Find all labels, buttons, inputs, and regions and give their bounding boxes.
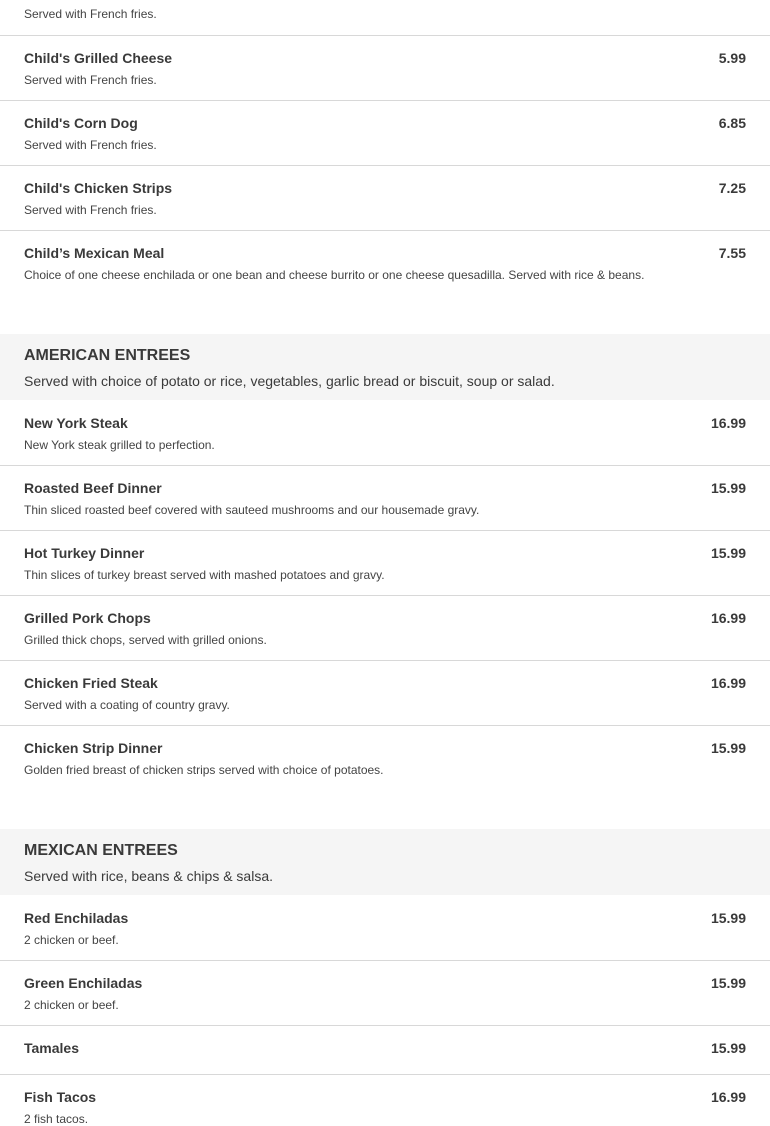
item-price: 15.99 [710,1040,746,1056]
menu-item[interactable] [0,1075,770,1125]
item-name: Child's Corn Dog [24,115,138,131]
section-description: Served with rice, beans & chips & salsa. [24,868,274,884]
item-price: 5.99 [718,50,746,66]
menu-item[interactable] [0,466,770,531]
item-description: New York steak grilled to perfection. [24,438,215,452]
item-price: 16.99 [710,415,746,431]
item-description: Served with French fries. [24,138,157,152]
item-description: Served with French fries. [24,7,157,21]
item-price: 15.99 [710,975,746,991]
menu-item[interactable] [0,661,770,726]
section-description: Served with choice of potato or rice, vegetables, garlic bread or biscuit, soup or salad. [24,373,555,389]
item-price: 15.99 [710,545,746,561]
item-price: 15.99 [710,480,746,496]
item-description: Thin slices of turkey breast served with mashed potatoes and gravy. [24,568,385,582]
menu-item[interactable] [0,726,770,791]
section-title: MEXICAN ENTREES [24,842,178,859]
item-description: 2 fish tacos. [24,1112,89,1126]
item-name: Red Enchiladas [24,910,129,926]
menu-item[interactable] [0,101,770,166]
menu-item[interactable] [0,596,770,661]
item-price: 16.99 [710,610,746,626]
section-title: AMERICAN ENTREES [24,347,191,364]
item-name: Child's Chicken Strips [24,180,173,196]
item-name: Grilled Pork Chops [24,610,151,626]
item-name: New York Steak [24,415,128,431]
item-price: 15.99 [710,740,746,756]
item-name: Child’s Mexican Meal [24,245,165,261]
section-header-american [0,334,770,400]
menu-item[interactable] [0,166,770,231]
item-description: Grilled thick chops, served with grilled onions. [24,633,267,647]
menu-item[interactable] [0,401,770,466]
menu-item[interactable] [0,231,770,296]
item-description: 2 chicken or beef. [24,933,119,947]
item-description: 2 chicken or beef. [24,998,119,1012]
menu-item[interactable] [0,896,770,961]
item-price: 15.99 [710,910,746,926]
menu-item[interactable] [0,36,770,101]
item-description: Thin sliced roasted beef covered with sauteed mushrooms and our housemade gravy. [24,503,480,517]
item-name: Roasted Beef Dinner [24,480,162,496]
item-name: Fish Tacos [24,1089,97,1105]
item-price: 16.99 [710,1089,746,1105]
menu-item-fragment [0,0,770,36]
menu-item[interactable] [0,531,770,596]
item-name: Chicken Strip Dinner [24,740,163,756]
item-description: Golden fried breast of chicken strips served with choice of potatoes. [24,763,384,777]
item-description: Choice of one cheese enchilada or one bean and cheese burrito or one cheese quesadilla. Served with rice & beans. [24,268,645,282]
item-price: 7.55 [718,245,746,261]
menu-item[interactable] [0,1026,770,1075]
item-description: Served with French fries. [24,203,157,217]
item-name: Tamales [24,1040,79,1056]
item-description: Served with a coating of country gravy. [24,698,230,712]
item-price: 7.25 [718,180,746,196]
item-name: Green Enchiladas [24,975,143,991]
item-name: Child's Grilled Cheese [24,50,173,66]
menu-item[interactable] [0,961,770,1026]
item-name: Chicken Fried Steak [24,675,158,691]
item-price: 16.99 [710,675,746,691]
item-name: Hot Turkey Dinner [24,545,145,561]
section-header-mexican [0,829,770,895]
item-description: Served with French fries. [24,73,157,87]
item-price: 6.85 [718,115,746,131]
